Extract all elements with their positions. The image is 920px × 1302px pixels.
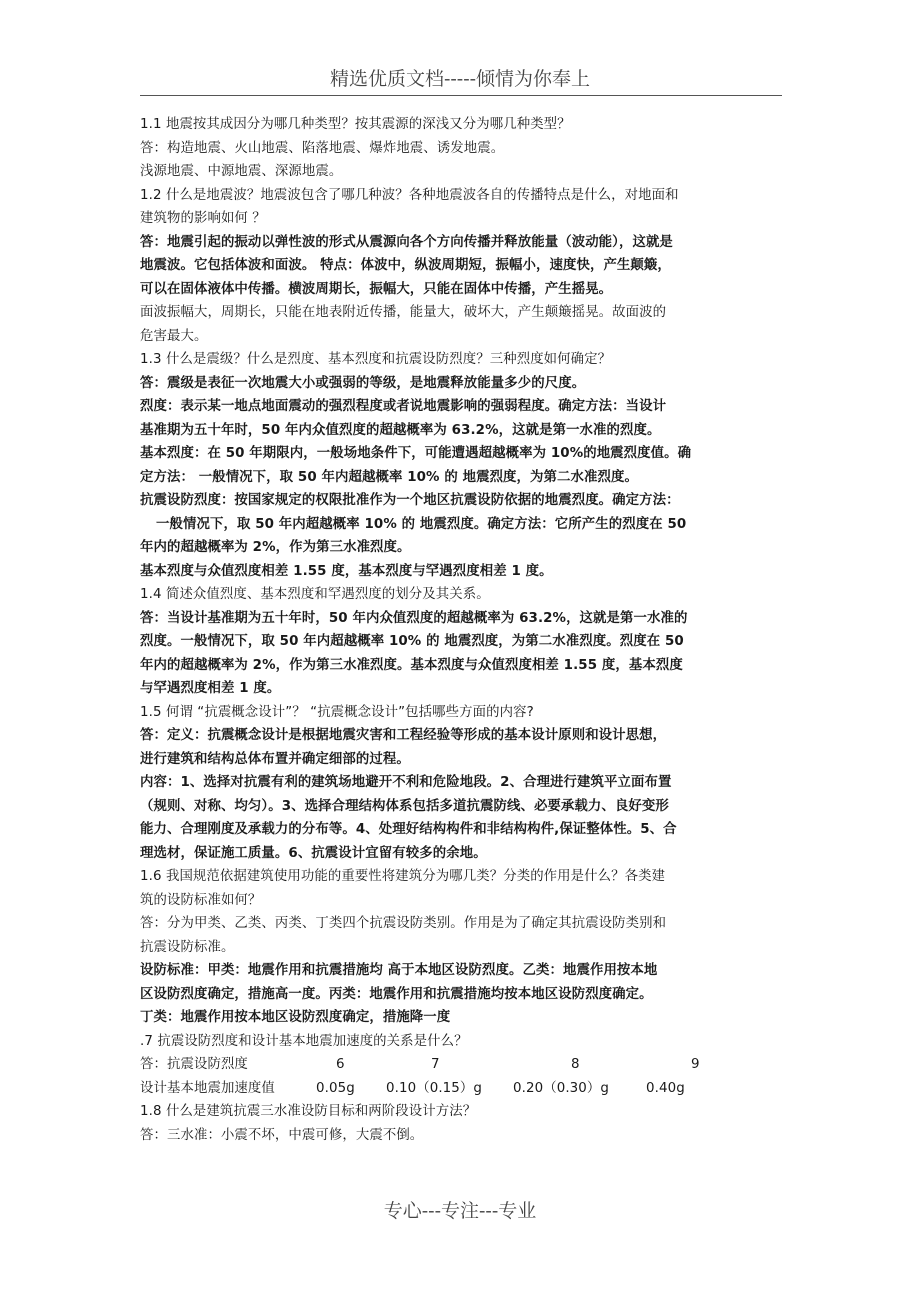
text-line: 答：三水准：小震不坏，中震可修，大震不倒。 xyxy=(140,1127,424,1143)
text-line: （规则、对称、均匀）。3、选择合理结构体系包括多道抗震防线、必要承载力、良好变形 xyxy=(140,798,669,814)
text-line: 地震波。它包括体波和面波。 特点：体波中，纵波周期短，振幅小，速度快，产生颠簸， xyxy=(140,258,671,273)
text-line: 答：地震引起的振动以弹性波的形式从震源向各个方向传播并释放能量（波动能），这就是 xyxy=(140,234,673,250)
text-line: 1.6 我国规范依据建筑使用功能的重要性将建筑分为哪几类？分类的作用是什么？各类建 xyxy=(140,869,666,884)
table-cell: 0.10（0.15）g xyxy=(386,1080,483,1096)
text-line: 丁类：地震作用按本地区设防烈度确定，措施降一度 xyxy=(140,1010,451,1025)
text-line: 烈度：表示某一地点地面震动的强烈程度或者说地震影响的强弱程度。确定方法：当设计 xyxy=(140,399,667,414)
text-line: 答：分为甲类、乙类、丙类、丁类四个抗震设防类别。作用是为了确定其抗震设防类别和 xyxy=(140,916,667,931)
table-cell: 答：抗震设防烈度 xyxy=(140,1057,248,1072)
table-cell: 0.05g xyxy=(316,1080,355,1096)
table-row-intensity xyxy=(140,1053,782,1077)
text-line: 面波振幅大，周期长，只能在地表附近传播，能量大，破坏大，产生颠簸摇晃。故面波的 xyxy=(140,305,667,320)
text-line: 进行建筑和结构总体布置并确定细部的过程。 xyxy=(140,751,410,767)
text-line: 可以在固体液体中传播。横波周期长，振幅大，只能在固体中传播，产生摇晃。 xyxy=(140,281,613,297)
text-line: 抗震设防标准。 xyxy=(140,939,235,955)
text-lines-tail xyxy=(140,1100,782,1147)
text-line: 答：定义：抗震概念设计是根据地震灾害和工程经验等形成的基本设计原则和设计思想， xyxy=(140,728,667,743)
text-line: 抗震设防烈度：按国家规定的权限批准作为一个地区抗震设防依据的地震烈度。确定方法： xyxy=(140,493,680,508)
text-line: 基本烈度与众值烈度相差 1.55 度，基本烈度与罕遇烈度相差 1 度。 xyxy=(140,563,553,579)
table-cell: 0.20（0.30）g xyxy=(513,1080,610,1096)
text-line: 定方法： 一般情况下，取 50 年内超越概率 10% 的 地震烈度，为第二水准烈度。 xyxy=(140,469,638,485)
text-line: 1.4 简述众值烈度、基本烈度和罕遇烈度的划分及其关系。 xyxy=(140,587,490,602)
text-line: 设防标准：甲类：地震作用和抗震措施均 高于本地区设防烈度。乙类：地震作用按本地 xyxy=(140,963,658,978)
document-body xyxy=(140,113,782,1147)
table-cell: 设计基本地震加速度值 xyxy=(140,1080,275,1096)
table-row-acceleration xyxy=(140,1077,782,1101)
text-line: 一般情况下，取 50 年内超越概率 10% 的 地震烈度。确定方法：它所产生的烈度在 50 xyxy=(156,516,687,532)
table-cell: 6 xyxy=(336,1057,345,1072)
text-line: 烈度。一般情况下，取 50 年内超越概率 10% 的 地震烈度，为第二水准烈度。烈度在 50 xyxy=(140,634,684,649)
text-line: 基准期为五十年时，50 年内众值烈度的超越概率为 63.2%，这就是第一水准的烈度。 xyxy=(140,422,661,438)
text-line: 危害最大。 xyxy=(140,328,208,344)
text-line: 1.8 什么是建筑抗震三水准设防目标和两阶段设计方法？ xyxy=(140,1104,477,1119)
text-line: 基本烈度：在 50 年期限内，一般场地条件下，可能遭遇超越概率为 10%的地震烈度值。确 xyxy=(140,446,692,461)
text-line: 年内的超越概率为 2%，作为第三水准烈度。 xyxy=(140,540,411,555)
text-line: 区设防烈度确定，措施高一度。丙类：地震作用和抗震措施均按本地区设防烈度确定。 xyxy=(140,986,653,1002)
table-cell: 0.40g xyxy=(646,1080,685,1096)
text-line: 答：震级是表征一次地震大小或强弱的等级，是地震释放能量多少的尺度。 xyxy=(140,375,586,391)
text-line: 答：构造地震、火山地震、陷落地震、爆炸地震、诱发地震。 xyxy=(140,140,505,156)
text-line: 浅源地震、中源地震、深源地震。 xyxy=(140,164,343,179)
text-line: 年内的超越概率为 2%，作为第三水准烈度。基本烈度与众值烈度相差 1.55 度，基本烈度 xyxy=(140,657,683,673)
text-line: 与罕遇烈度相差 1 度。 xyxy=(140,681,281,696)
table-cell: 9 xyxy=(691,1057,700,1072)
text-line: 1.3 什么是震级？什么是烈度、基本烈度和抗震设防烈度？三种烈度如何确定？ xyxy=(140,352,612,367)
page-footer: 专心---专注---专业 xyxy=(383,1200,537,1222)
text-line: 能力、合理刚度及承载力的分布等。4、处理好结构构件和非结构构件,保证整体性。5、合 xyxy=(140,822,677,837)
header-rule xyxy=(140,95,782,96)
text-line: 1.2 什么是地震波？地震波包含了哪几种波？各种地震波各自的传播特点是什么，对地面和 xyxy=(140,187,679,203)
text-line: .7 抗震设防烈度和设计基本地震加速度的关系是什么？ xyxy=(140,1033,468,1049)
text-line: 理选材，保证施工质量。6、抗震设计宜留有较多的余地。 xyxy=(140,845,487,861)
text-lines xyxy=(140,113,782,1053)
text-line: 答：当设计基准期为五十年时，50 年内众值烈度的超越概率为 63.2%，这就是第一水准的 xyxy=(140,610,688,626)
table-cell: 8 xyxy=(571,1057,580,1072)
text-line: 内容：1、选择对抗震有利的建筑场地避开不利和危险地段。2、合理进行建筑平立面布置 xyxy=(140,775,672,790)
text-line: 1.1 地震按其成因分为哪几种类型？按其震源的深浅又分为哪几种类型？ xyxy=(140,117,571,132)
table-cell: 7 xyxy=(431,1057,440,1072)
text-line: 筑的设防标准如何？ xyxy=(140,892,262,908)
page-header: 精选优质文档-----倾情为你奉上 xyxy=(329,68,591,90)
text-line: 建筑物的影响如何 ？ xyxy=(140,211,266,226)
text-line: 1.5 何谓 “抗震概念设计”？ “抗震概念设计”包括哪些方面的内容? xyxy=(140,704,534,720)
